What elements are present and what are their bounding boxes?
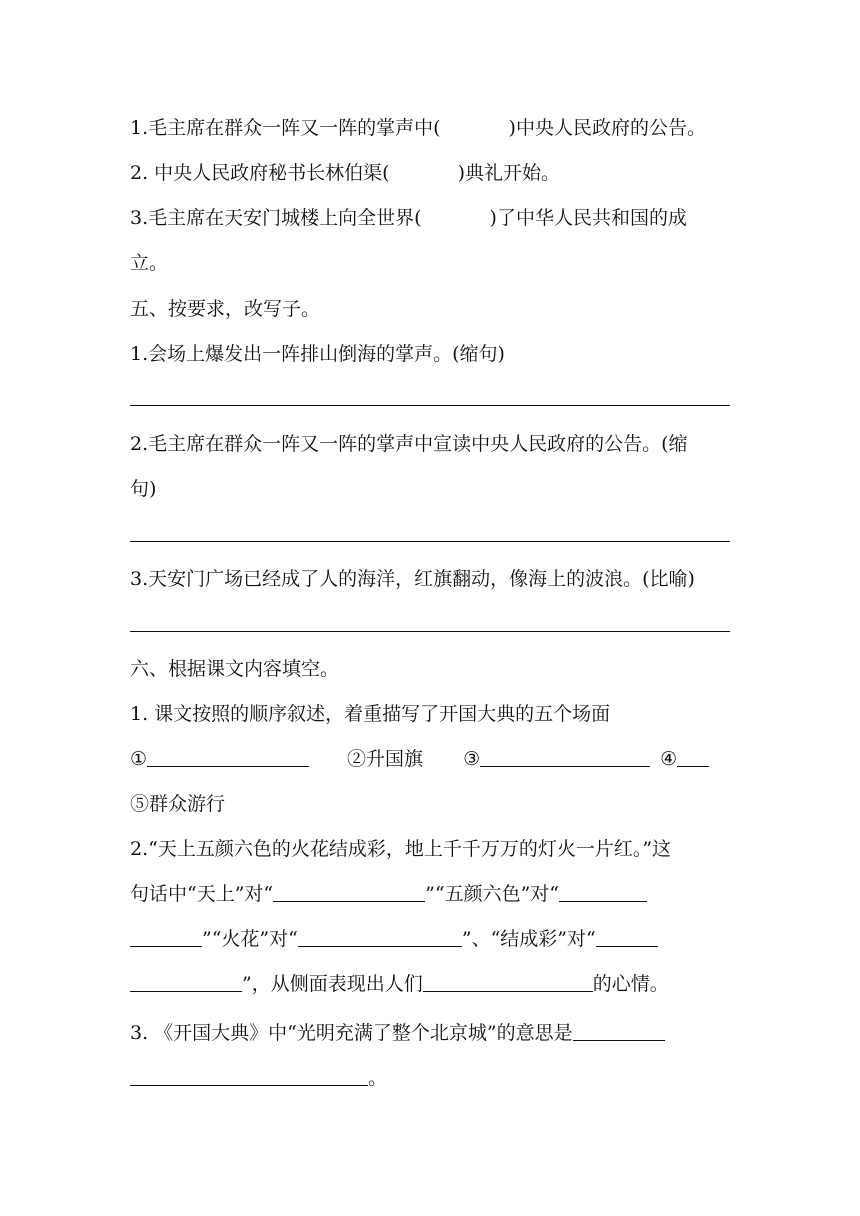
answer-line[interactable] — [130, 541, 730, 542]
fill-blank[interactable] — [298, 928, 462, 947]
section-6-heading: 六、根据课文内容填空。 — [130, 658, 340, 680]
q6-item-2-line-3 — [130, 927, 770, 951]
fill-blank[interactable] — [130, 1067, 368, 1086]
answer-line[interactable] — [130, 631, 730, 632]
fill-blank[interactable] — [677, 748, 709, 767]
q6-item-1: 1. 课文按照的顺序叙述，着重描写了开国大典的五个场面 — [130, 703, 611, 725]
q6-item-2: 2.“天上五颜六色的火花结成彩，地上千千万万的灯火一片红。”这 — [130, 838, 672, 860]
q4-item-2-text-a: 2. 中央人民政府秘书长林伯渠( — [130, 162, 390, 184]
q6-item-3-line-2 — [130, 1066, 770, 1090]
scene-5-label: ⑤群众游行 — [130, 793, 226, 815]
q6-item-3 — [130, 1021, 770, 1045]
q6-item-2-text: ”“五颜六色”对“ — [425, 883, 559, 905]
fill-blank[interactable] — [596, 928, 658, 947]
q6-item-2-text: ”“火花”对“ — [202, 928, 298, 950]
q5-item-3: 3.天安门广场已经成了人的海洋，红旗翻动，像海上的波浪。(比喻) — [130, 568, 695, 590]
q5-item-1: 1.会场上爆发出一阵排山倒海的掌声。(缩句) — [130, 343, 505, 365]
q6-item-3-end: 。 — [368, 1067, 388, 1089]
q6-item-2-line-2 — [130, 882, 770, 906]
scene-1-label: ① — [130, 748, 148, 770]
q6-item-2-line-4 — [130, 972, 770, 996]
fill-blank[interactable] — [273, 883, 425, 902]
scene-4-label: ④ — [660, 748, 678, 770]
q5-item-2: 2.毛主席在群众一阵又一阵的掌声中宣读中央人民政府的公告。(缩 — [130, 433, 688, 455]
q6-item-2-text: 的心情。 — [592, 973, 669, 995]
q4-item-1 — [130, 116, 770, 140]
section-5-heading: 五、按要求，改写子。 — [130, 298, 321, 320]
scene-3-label: ③ — [463, 748, 481, 770]
fill-blank[interactable] — [559, 883, 647, 902]
q4-item-3-cont: 立。 — [130, 252, 169, 274]
q4-item-2 — [130, 161, 770, 185]
answer-line[interactable] — [130, 405, 730, 406]
q4-item-1-text-a: 1.毛主席在群众一阵又一阵的掌声中( — [130, 117, 441, 139]
q6-item-2-text: ”、“结成彩”对“ — [461, 928, 596, 950]
fill-blank[interactable] — [480, 748, 650, 767]
scene-2-label: ②升国旗 — [347, 748, 424, 770]
q4-item-1-text-b: )中央人民政府的公告。 — [508, 117, 706, 139]
q4-item-3 — [130, 206, 770, 230]
q4-item-3-text-a: 3.毛主席在天安门城楼上向全世界( — [130, 207, 422, 229]
fill-blank[interactable] — [573, 1022, 665, 1041]
q6-item-1-scenes — [130, 747, 770, 771]
fill-blank[interactable] — [423, 973, 593, 992]
q4-item-3-text-b: )了中华人民共和国的成 — [489, 207, 687, 229]
q4-item-2-text-b: )典礼开始。 — [457, 162, 561, 184]
q6-item-2-text: ”，从侧面表现出人们 — [242, 973, 423, 995]
q5-item-2-cont: 句) — [130, 478, 157, 500]
q6-item-2-text: 句话中“天上”对“ — [130, 883, 274, 905]
q6-item-3-text: 3. 《开国大典》中“光明充满了整个北京城”的意思是 — [130, 1022, 573, 1044]
fill-blank[interactable] — [147, 748, 309, 767]
fill-blank[interactable] — [130, 928, 202, 947]
fill-blank[interactable] — [130, 973, 242, 992]
